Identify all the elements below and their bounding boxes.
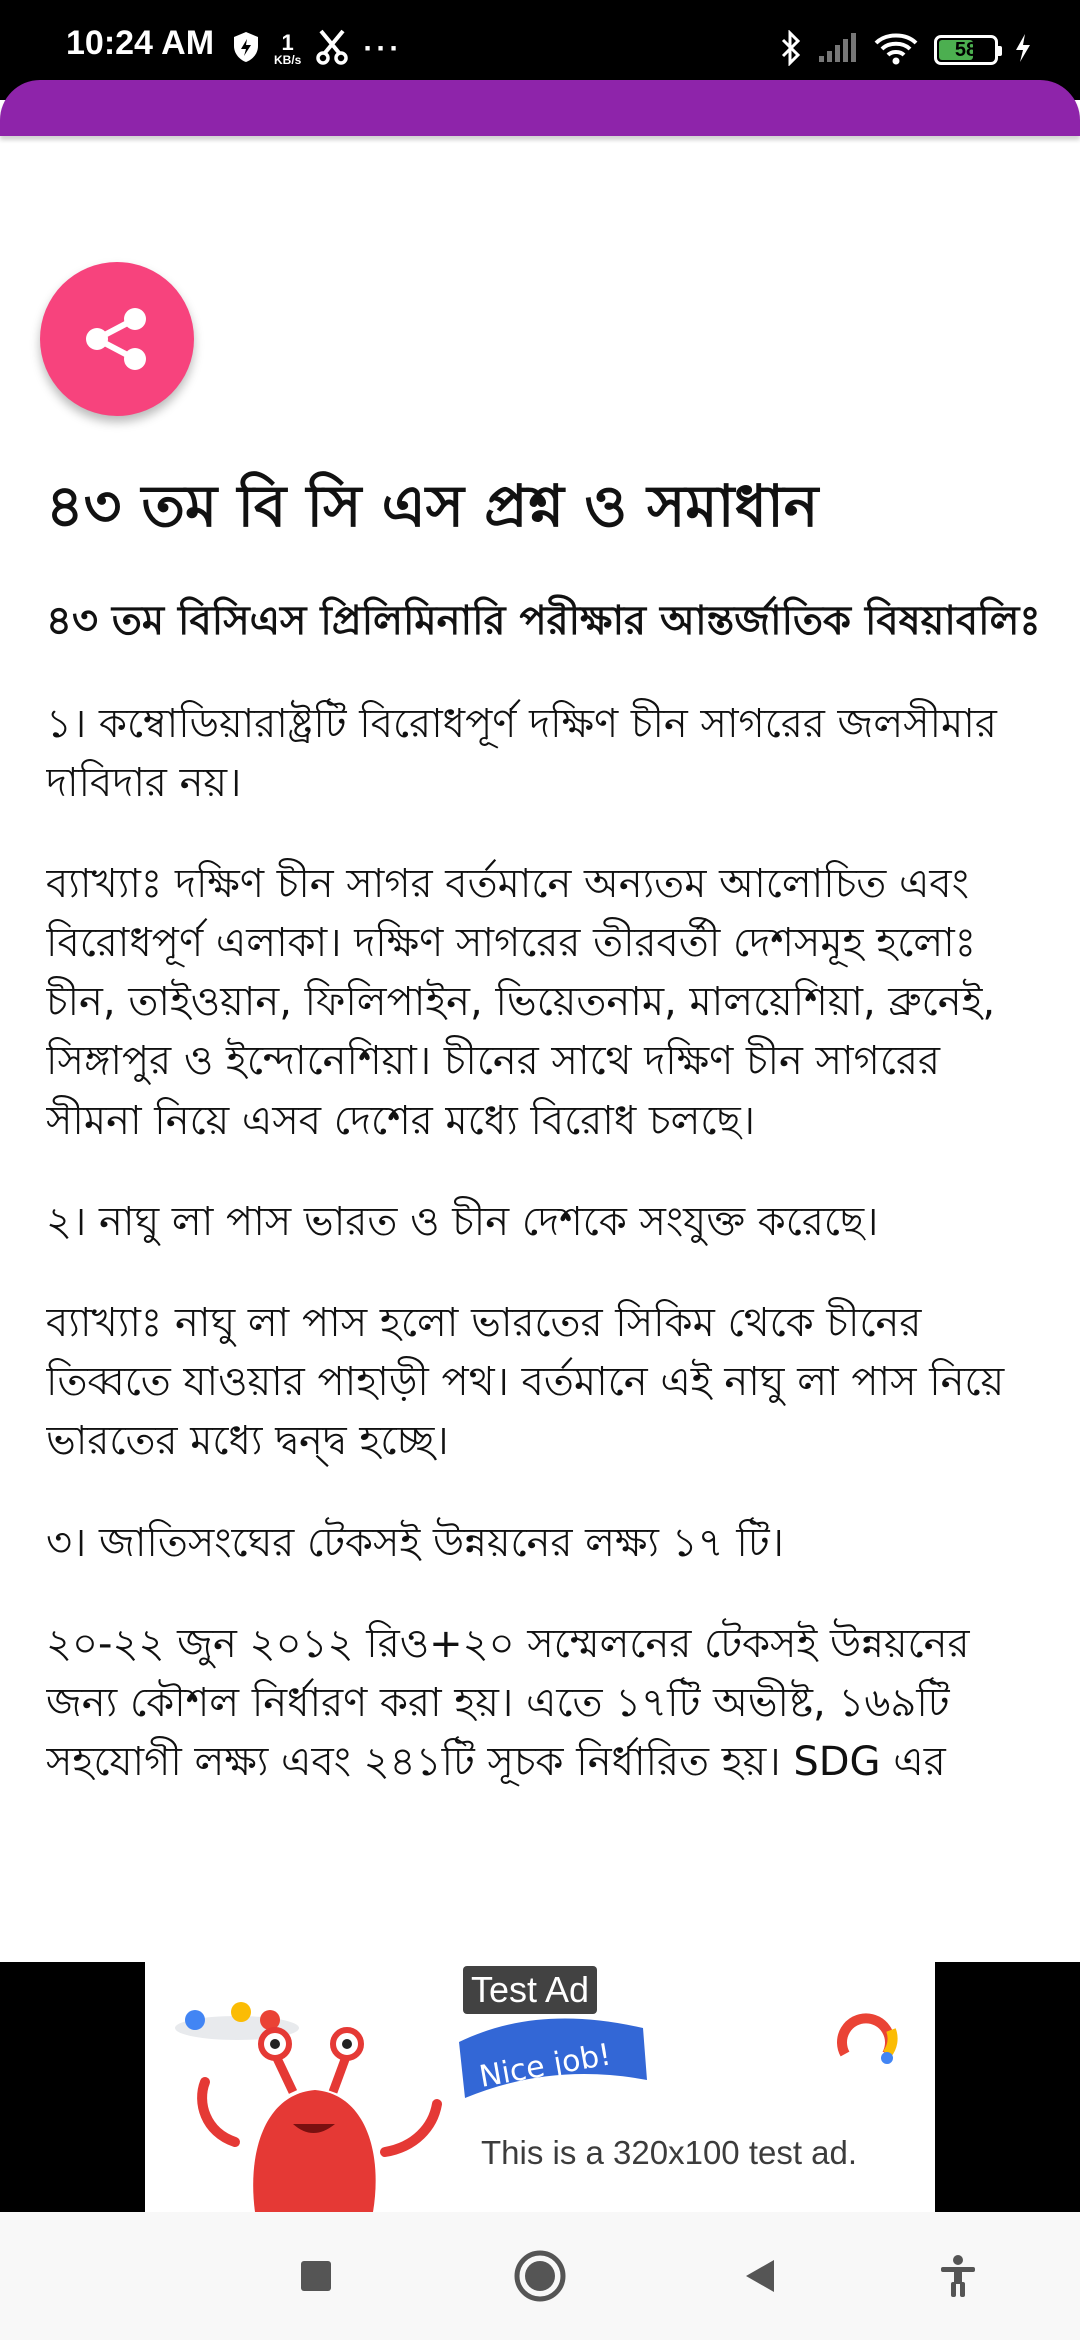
article-paragraph: ১। কম্বোডিয়ারাষ্ট্রটি বিরোধপূর্ণ দক্ষিণ চীন সাগরের জলসীমার দাবিদার নয়।	[46, 700, 997, 806]
article-paragraph: ২০-২২ জুন ২০১২ রিও+২০ সম্মেলনের টেকসই উন্নয়নের জন্য কৌশল নির্ধারণ করা হয়। এতে ১৭টি অভীষ্ট, ১৬৯টি সহযোগী লক্ষ্য এবং ২৪১টি সূচক নির্ধারিত হয়। SDG এর	[46, 1620, 970, 1786]
nice-job-text: Nice job!	[476, 2037, 614, 2095]
article-paragraph: ব্যাখ্যাঃ নাঘু লা পাস হলো ভারতের সিকিম থেকে চীনের তিব্বতে যাওয়ার পাহাড়ী পথ। বর্তমানে এই নাঘু লা পাস নিয়ে ভারতের মধ্যে দ্বন্দ্ব হচ্ছে।	[46, 1300, 1005, 1465]
app-bar	[0, 80, 1080, 136]
ad-logo-icon	[831, 2000, 901, 2070]
navigation-bar	[0, 2212, 1080, 2340]
battery-icon	[934, 35, 998, 65]
status-left-icons	[232, 24, 402, 74]
accessibility-button[interactable]	[926, 2244, 990, 2308]
recents-square-icon	[299, 2259, 333, 2293]
article-paragraph: ব্যাখ্যাঃ দক্ষিণ চীন সাগর বর্তমানে অন্যতম আলোচিত এবং বিরোধপূর্ণ এলাকা। দক্ষিণ সাগরের তীরবর্তী দেশসমূহ হলোঃ চীন, তাইওয়ান, ফিলিপাইন, ভিয়েতনাম, মালয়েশিয়া, ব্রুনেই, সিঙ্গাপুর ও ইন্দোনেশিয়া। চীনের সাথে দক্ষিণ চীন সাগরের সীমনা নিয়ে এসব দেশের মধ্যে বিরোধ চলছে।	[46, 860, 996, 1144]
share-icon	[77, 299, 157, 379]
cell-signal-icon	[818, 32, 858, 68]
battery-level: 58	[954, 39, 978, 61]
network-speed-value: 1	[281, 30, 294, 55]
accessibility-icon	[938, 2254, 978, 2298]
status-right-icons	[780, 28, 1032, 72]
status-time: 10:24 AM	[66, 24, 215, 62]
bluetooth-icon	[780, 30, 802, 70]
charging-icon	[1014, 33, 1032, 67]
more-notifications-dots: ···	[363, 32, 403, 65]
shield-icon	[232, 31, 260, 67]
back-triangle-icon	[740, 2256, 780, 2296]
scissors-icon	[315, 29, 349, 69]
monster-illustration-icon	[175, 1982, 475, 2212]
network-speed-unit: KB/s	[274, 53, 302, 67]
network-speed	[274, 32, 301, 66]
ad-description: This is a 320x100 test ad.	[481, 2134, 858, 2171]
home-circle-icon	[513, 2249, 567, 2303]
article-title: ৪৩ তম বি সি এস প্রশ্ন ও সমাধান	[46, 472, 819, 540]
wifi-icon	[874, 31, 918, 69]
back-button[interactable]	[728, 2244, 792, 2308]
article-paragraph: ২। নাঘু লা পাস ভারত ও চীন দেশকে সংযুক্ত করেছে।	[46, 1198, 879, 1245]
nice-job-banner	[453, 2008, 653, 2108]
article-subtitle: ৪৩ তম বিসিএস প্রিলিমিনারি পরীক্ষার আন্তর্জাতিক বিষয়াবলিঃ	[46, 597, 1041, 644]
ad-card[interactable]	[145, 1962, 935, 2212]
share-button[interactable]	[40, 262, 194, 416]
article-paragraph: ৩। জাতিসংঘের টেকসই উন্নয়নের লক্ষ্য ১৭ টি।	[46, 1519, 784, 1566]
ad-banner	[0, 1962, 1080, 2212]
article-content[interactable]	[46, 470, 1046, 1960]
recents-button[interactable]	[284, 2244, 348, 2308]
test-ad-label: Test Ad	[463, 1966, 597, 2014]
home-button[interactable]	[508, 2244, 572, 2308]
